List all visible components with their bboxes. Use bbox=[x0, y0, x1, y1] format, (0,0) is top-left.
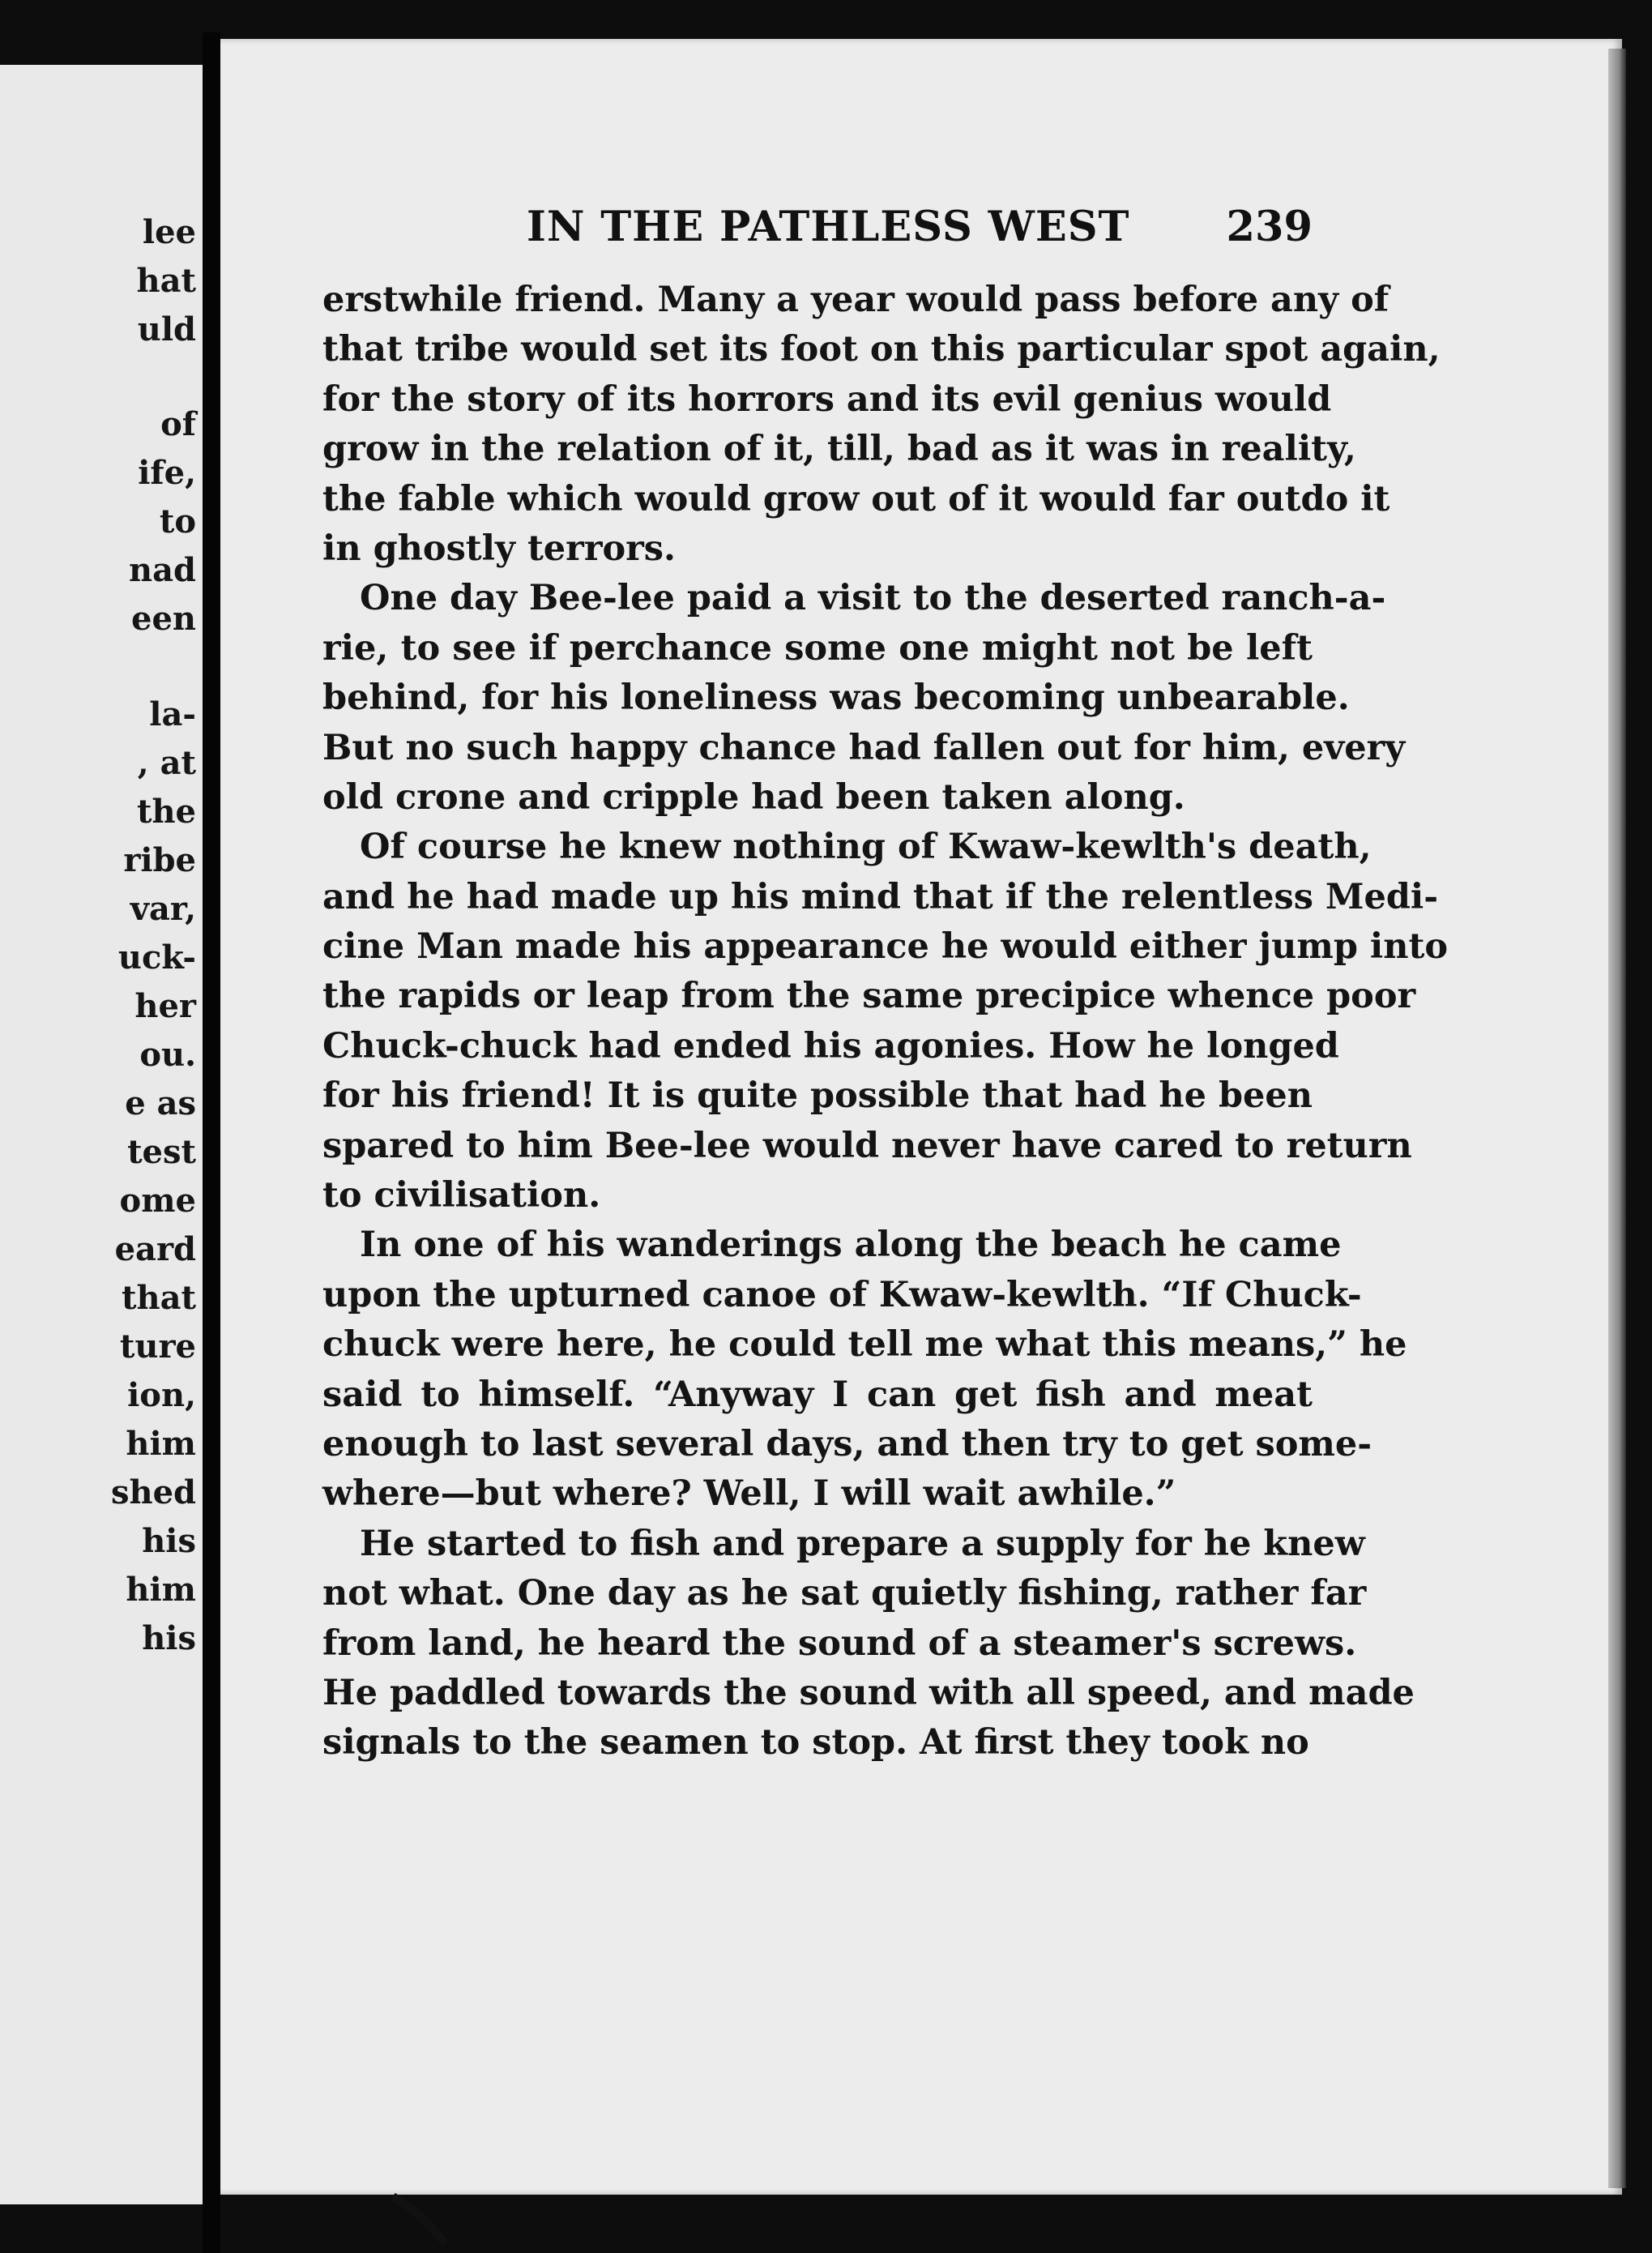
paragraph bbox=[322, 823, 1449, 1221]
facing-page-fragment-line: him bbox=[126, 1425, 196, 1463]
facing-page-fragment-line: shed bbox=[110, 1473, 196, 1511]
facing-page-fragment-line: ife, bbox=[138, 454, 196, 492]
facing-page-fragment-line: ribe bbox=[123, 841, 196, 879]
facing-page-fragment-line: him bbox=[126, 1571, 196, 1609]
facing-page-fragment-line: test bbox=[127, 1133, 196, 1171]
facing-page-fragment-line: her bbox=[134, 987, 196, 1025]
text-line: for his friend! It is quite possible that had he been bbox=[322, 1075, 1313, 1117]
text-line: that tribe would set its foot on this particular spot again, bbox=[322, 329, 1441, 370]
facing-page-fragment-line: la- bbox=[149, 695, 196, 733]
paragraph bbox=[322, 1520, 1415, 1768]
facing-page-fragment-line: lee bbox=[142, 213, 196, 251]
text-line: where—but where? Well, I will wait awhile.” bbox=[322, 1473, 1176, 1515]
text-line: rie, to see if perchance some one might not be left bbox=[322, 627, 1313, 669]
text-line: old crone and cripple had been taken along. bbox=[322, 776, 1185, 818]
text-line: the fable which would grow out of it would far outdo it bbox=[322, 478, 1390, 519]
running-head bbox=[527, 203, 1313, 259]
text-line: spared to him Bee-lee would never have cared to return bbox=[322, 1125, 1412, 1166]
text-line: said to himself. “Anyway I can get fish and meat bbox=[322, 1374, 1313, 1415]
text-line: upon the upturned canoe of Kwaw-kewlth. “If Chuck- bbox=[322, 1274, 1362, 1315]
text-line: But no such happy chance had fallen out for him, every bbox=[322, 727, 1406, 768]
text-line: not what. One day as he sat quietly fishing, rather far bbox=[322, 1573, 1367, 1614]
facing-page-fragment-line: to bbox=[159, 502, 196, 541]
text-line: chuck were here, he could tell me what this means,” he bbox=[322, 1324, 1407, 1366]
text-line: enough to last several days, and then try to get some- bbox=[322, 1423, 1372, 1464]
paragraph bbox=[322, 1221, 1407, 1519]
facing-page-fragment-line: that bbox=[122, 1279, 196, 1317]
text-line: erstwhile friend. Many a year would pass before any of bbox=[322, 280, 1389, 320]
text-line: grow in the relation of it, till, bad as it was in reality, bbox=[322, 429, 1356, 470]
text-line: in ghostly terrors. bbox=[322, 528, 676, 569]
page-edge bbox=[1608, 49, 1626, 2188]
facing-page-fragment-line: ome bbox=[119, 1182, 196, 1220]
text-line: to civilisation. bbox=[322, 1175, 601, 1216]
facing-page-fragment-line: the bbox=[136, 793, 196, 831]
text-line: signals to the seamen to stop. At first they took no bbox=[322, 1722, 1309, 1763]
facing-page-fragment-line: uld bbox=[137, 310, 196, 348]
facing-page-fragment-line: e as bbox=[125, 1084, 196, 1122]
facing-page-fragment-line: ion, bbox=[127, 1376, 196, 1414]
book-gutter bbox=[203, 32, 220, 2253]
facing-page-fragment-line: his bbox=[142, 1619, 196, 1657]
text-line: for the story of its horrors and its evil genius would bbox=[322, 378, 1332, 420]
text-line: the rapids or leap from the same precipice whence poor bbox=[322, 976, 1416, 1017]
facing-page-fragment-line: var, bbox=[130, 890, 196, 928]
running-head-title: IN THE PATHLESS WEST bbox=[527, 203, 1130, 251]
facing-page-fragment-line: hat bbox=[136, 262, 196, 300]
body-text bbox=[322, 276, 1449, 1783]
facing-page-fragment-line: een bbox=[131, 600, 196, 638]
text-line: behind, for his loneliness was becoming unbearable. bbox=[322, 678, 1350, 719]
text-line: cine Man made his appearance he would either jump into bbox=[322, 926, 1449, 968]
facing-page-fragment-line: ou. bbox=[139, 1036, 196, 1074]
paragraph bbox=[322, 276, 1441, 574]
facing-page-fragment-line: eard bbox=[114, 1230, 196, 1268]
text-line: He paddled towards the sound with all speed, and made bbox=[322, 1672, 1415, 1713]
text-line: Chuck-chuck had ended his agonies. How he longed bbox=[322, 1025, 1339, 1067]
facing-page-fragment-line: uck- bbox=[117, 938, 196, 977]
facing-page-fragment-line: his bbox=[142, 1522, 196, 1560]
facing-page-fragment bbox=[0, 65, 203, 2204]
text-line: from land, he heard the sound of a steamer's screws. bbox=[322, 1622, 1357, 1664]
text-line: and he had made up his mind that if the relentless Medi- bbox=[322, 876, 1439, 917]
text-line: Of course he knew nothing of Kwaw-kewlth's death, bbox=[360, 827, 1372, 868]
facing-page-fragment-line: ture bbox=[119, 1327, 196, 1366]
page-number: 239 bbox=[1226, 203, 1313, 251]
facing-page-fragment-line: nad bbox=[129, 551, 196, 589]
text-line: In one of his wanderings along the beach he came bbox=[360, 1225, 1342, 1266]
facing-page-fragment-line: of bbox=[160, 405, 196, 443]
paragraph bbox=[322, 574, 1406, 823]
text-line: One day Bee-lee paid a visit to the deserted ranch-a- bbox=[360, 578, 1386, 619]
scan-mark bbox=[389, 2180, 462, 2245]
text-line: He started to fish and prepare a supply for he knew bbox=[360, 1523, 1365, 1564]
facing-page-fragment-line: , at bbox=[137, 744, 196, 782]
